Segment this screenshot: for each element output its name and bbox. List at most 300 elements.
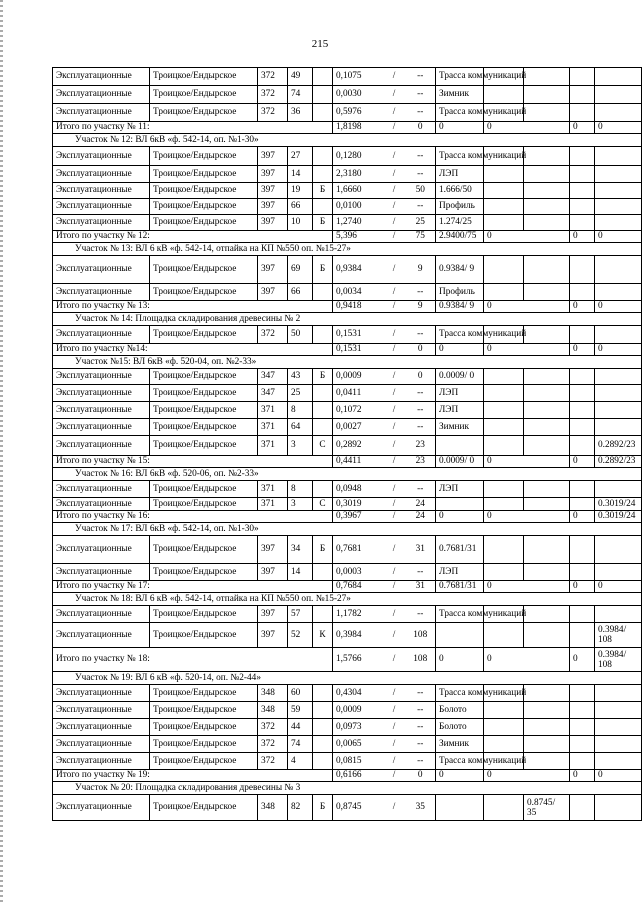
col12-cell (570, 719, 595, 736)
col11-cell (524, 284, 570, 301)
number-cell: -- (406, 147, 436, 166)
forestry-cell: Троицкое/Ендырское (150, 606, 258, 623)
separator-cell: / (383, 481, 406, 498)
code-cell: Б (313, 369, 333, 385)
col10-cell (484, 402, 524, 419)
quarter-cell: 371 (258, 402, 288, 419)
separator-cell: / (383, 536, 406, 564)
category-cell: Эксплуатационные (53, 685, 150, 702)
col11-cell (524, 402, 570, 419)
code-cell (313, 385, 333, 402)
separator-cell: / (383, 369, 406, 385)
col12-cell (570, 536, 595, 564)
number-cell: 24 (406, 498, 436, 511)
quarter-cell: 371 (258, 419, 288, 436)
parcel-cell: 34 (288, 536, 313, 564)
quarter-cell: 397 (258, 256, 288, 284)
area-cell: 0,0411 (333, 385, 383, 402)
area-cell: 1,6660 (333, 183, 383, 199)
table-row (53, 564, 642, 581)
col11-cell (524, 86, 570, 104)
col13-cell: 0 (595, 581, 642, 593)
area-cell: 0,7684 (333, 581, 383, 593)
number-cell: -- (406, 702, 436, 719)
parcel-cell: 49 (288, 68, 313, 86)
quarter-cell: 397 (258, 536, 288, 564)
separator-cell: / (383, 256, 406, 284)
col11-cell (524, 685, 570, 702)
parcel-cell: 43 (288, 369, 313, 385)
number-cell: -- (406, 326, 436, 344)
col10-cell (484, 481, 524, 498)
total-label: Итого по участку № 18: (53, 648, 333, 672)
category-cell: Эксплуатационные (53, 369, 150, 385)
code-cell (313, 284, 333, 301)
purpose-cell (436, 623, 484, 648)
quarter-cell: 372 (258, 753, 288, 770)
code-cell: Б (313, 256, 333, 284)
area-cell: 1,2740 (333, 215, 383, 231)
area-cell: 0,0030 (333, 86, 383, 104)
forestry-cell: Троицкое/Ендырское (150, 183, 258, 199)
forestry-cell: Троицкое/Ендырское (150, 402, 258, 419)
separator-cell: / (383, 215, 406, 231)
forestry-cell: Троицкое/Ендырское (150, 795, 258, 821)
parcel-cell: 44 (288, 719, 313, 736)
category-cell: Эксплуатационные (53, 481, 150, 498)
purpose-cell: 0.7681/31 (436, 536, 484, 564)
category-cell: Эксплуатационные (53, 606, 150, 623)
col12-cell (570, 68, 595, 86)
col13-cell: 0 (595, 122, 642, 134)
parcel-cell: 8 (288, 481, 313, 498)
forestry-cell: Троицкое/Ендырское (150, 166, 258, 183)
code-cell: К (313, 623, 333, 648)
col10-cell (484, 498, 524, 511)
parcel-cell: 64 (288, 419, 313, 436)
number-cell: -- (406, 685, 436, 702)
code-cell (313, 68, 333, 86)
col10-cell: 0 (484, 581, 570, 593)
separator-cell: / (383, 770, 406, 782)
separator-cell: / (383, 753, 406, 770)
quarter-cell: 397 (258, 166, 288, 183)
col10-cell: 0 (484, 231, 570, 243)
category-cell: Эксплуатационные (53, 753, 150, 770)
purpose-cell (436, 436, 484, 456)
col13-cell (595, 147, 642, 166)
col11-cell: 0.8745/ 35 (524, 795, 570, 821)
category-cell: Эксплуатационные (53, 795, 150, 821)
col9-cell: 0 (436, 648, 484, 672)
purpose-cell: ЛЭП (436, 481, 484, 498)
area-cell: 0,3019 (333, 498, 383, 511)
forestry-cell: Троицкое/Ендырское (150, 481, 258, 498)
col13-cell (595, 685, 642, 702)
number-cell: -- (406, 68, 436, 86)
table-row (53, 402, 642, 419)
separator-cell: / (383, 456, 406, 468)
col13-cell (595, 719, 642, 736)
code-cell (313, 147, 333, 166)
col13-cell (595, 606, 642, 623)
quarter-cell: 397 (258, 199, 288, 215)
category-cell: Эксплуатационные (53, 436, 150, 456)
area-cell: 0,0034 (333, 284, 383, 301)
number-cell: 108 (406, 648, 436, 672)
quarter-cell: 371 (258, 498, 288, 511)
separator-cell: / (383, 147, 406, 166)
area-cell: 0,0009 (333, 702, 383, 719)
total-label: Итого по участку №14: (53, 344, 333, 356)
col12-cell (570, 369, 595, 385)
area-cell: 0,5976 (333, 104, 383, 122)
code-cell (313, 166, 333, 183)
col13-cell (595, 215, 642, 231)
col9-cell: 2.9400/75 (436, 231, 484, 243)
col11-cell (524, 104, 570, 122)
parcel-cell: 36 (288, 104, 313, 122)
number-cell: -- (406, 166, 436, 183)
table-row (53, 256, 642, 284)
table-row (53, 166, 642, 183)
code-cell: Б (313, 183, 333, 199)
area-cell: 1,1782 (333, 606, 383, 623)
separator-cell: / (383, 685, 406, 702)
col10-cell (484, 166, 524, 183)
section-heading: Участок № 20: Площадка складирования древесины № 3 (53, 782, 642, 795)
code-cell (313, 736, 333, 753)
col12-cell (570, 199, 595, 215)
quarter-cell: 397 (258, 606, 288, 623)
table-row (53, 369, 642, 385)
number-cell: -- (406, 481, 436, 498)
forest-plots-table (52, 67, 642, 821)
code-cell: Б (313, 795, 333, 821)
table-row (53, 183, 642, 199)
quarter-cell: 372 (258, 719, 288, 736)
parcel-cell: 8 (288, 402, 313, 419)
col11-cell (524, 166, 570, 183)
col9-cell: 0 (436, 122, 484, 134)
parcel-cell: 25 (288, 385, 313, 402)
section-heading: Участок №15: ВЛ 6кВ «ф. 520-04, оп. №2-33» (53, 356, 642, 369)
col9-cell: 0.7681/31 (436, 581, 484, 593)
purpose-cell: Профиль (436, 199, 484, 215)
table-row (53, 753, 642, 770)
table-row (53, 385, 642, 402)
col13-cell (595, 795, 642, 821)
separator-cell: / (383, 511, 406, 523)
code-cell (313, 199, 333, 215)
col12-cell (570, 284, 595, 301)
parcel-cell: 59 (288, 702, 313, 719)
area-cell: 0,2892 (333, 436, 383, 456)
parcel-cell: 82 (288, 795, 313, 821)
table-row (53, 702, 642, 719)
separator-cell: / (383, 326, 406, 344)
quarter-cell: 372 (258, 86, 288, 104)
separator-cell: / (383, 581, 406, 593)
area-cell: 5,396 (333, 231, 383, 243)
quarter-cell: 397 (258, 215, 288, 231)
table-row (53, 606, 642, 623)
col12-cell: 0 (570, 511, 595, 523)
number-cell: -- (406, 753, 436, 770)
quarter-cell: 371 (258, 436, 288, 456)
code-cell: С (313, 436, 333, 456)
area-cell: 0,3967 (333, 511, 383, 523)
area-cell: 0,6166 (333, 770, 383, 782)
col10-cell: 0 (484, 511, 570, 523)
table-row (53, 536, 642, 564)
code-cell (313, 719, 333, 736)
col11-cell (524, 385, 570, 402)
separator-cell: / (383, 436, 406, 456)
number-cell: -- (406, 104, 436, 122)
forestry-cell: Троицкое/Ендырское (150, 256, 258, 284)
purpose-cell: 1.274/25 (436, 215, 484, 231)
purpose-cell: Трасса коммуникаций (436, 326, 484, 344)
category-cell: Эксплуатационные (53, 385, 150, 402)
col13-cell (595, 86, 642, 104)
number-cell: 23 (406, 436, 436, 456)
category-cell: Эксплуатационные (53, 536, 150, 564)
col11-cell (524, 606, 570, 623)
col13-cell: 0 (595, 344, 642, 356)
category-cell: Эксплуатационные (53, 498, 150, 511)
category-cell: Эксплуатационные (53, 86, 150, 104)
table-row (53, 719, 642, 736)
col12-cell: 0 (570, 231, 595, 243)
number-cell: -- (406, 606, 436, 623)
number-cell: 50 (406, 183, 436, 199)
total-label: Итого по участку № 16: (53, 511, 333, 523)
col12-cell (570, 419, 595, 436)
section-row (53, 356, 642, 369)
area-cell: 0,8745 (333, 795, 383, 821)
section-heading: Участок № 13: ВЛ 6 кВ «ф. 542-14, отпайка на КП №550 оп. №15-27» (53, 243, 642, 256)
total-row (53, 648, 642, 672)
number-cell: 9 (406, 301, 436, 313)
number-cell: 0 (406, 369, 436, 385)
quarter-cell: 372 (258, 326, 288, 344)
col10-cell: 0 (484, 344, 570, 356)
code-cell (313, 419, 333, 436)
total-row (53, 770, 642, 782)
col11-cell (524, 215, 570, 231)
purpose-cell: Трасса коммуникаций (436, 104, 484, 122)
col12-cell (570, 256, 595, 284)
area-cell: 1,8198 (333, 122, 383, 134)
category-cell: Эксплуатационные (53, 68, 150, 86)
col12-cell (570, 753, 595, 770)
category-cell: Эксплуатационные (53, 199, 150, 215)
parcel-cell: 3 (288, 498, 313, 511)
parcel-cell: 57 (288, 606, 313, 623)
parcel-cell: 66 (288, 199, 313, 215)
col9-cell: 0 (436, 770, 484, 782)
col12-cell (570, 498, 595, 511)
col10-cell: 0 (484, 770, 570, 782)
forestry-cell: Троицкое/Ендырское (150, 685, 258, 702)
area-cell: 0,0973 (333, 719, 383, 736)
purpose-cell: 0.9384/ 9 (436, 256, 484, 284)
quarter-cell: 372 (258, 68, 288, 86)
forestry-cell: Троицкое/Ендырское (150, 536, 258, 564)
quarter-cell: 347 (258, 385, 288, 402)
separator-cell: / (383, 122, 406, 134)
area-cell: 0,0065 (333, 736, 383, 753)
number-cell: 75 (406, 231, 436, 243)
purpose-cell: Трасса коммуникаций (436, 147, 484, 166)
parcel-cell: 19 (288, 183, 313, 199)
parcel-cell: 27 (288, 147, 313, 166)
total-row (53, 511, 642, 523)
col11-cell (524, 498, 570, 511)
col13-cell: 0 (595, 301, 642, 313)
col13-cell: 0.2892/23 (595, 456, 642, 468)
col13-cell (595, 402, 642, 419)
parcel-cell: 50 (288, 326, 313, 344)
section-row (53, 672, 642, 685)
parcel-cell: 14 (288, 564, 313, 581)
purpose-cell (436, 795, 484, 821)
number-cell: -- (406, 719, 436, 736)
col12-cell (570, 385, 595, 402)
area-cell: 0,0009 (333, 369, 383, 385)
col13-cell (595, 166, 642, 183)
table-row (53, 436, 642, 456)
total-row (53, 301, 642, 313)
area-cell: 0,0100 (333, 199, 383, 215)
separator-cell: / (383, 284, 406, 301)
quarter-cell: 371 (258, 481, 288, 498)
col12-cell (570, 436, 595, 456)
category-cell: Эксплуатационные (53, 256, 150, 284)
separator-cell: / (383, 736, 406, 753)
col13-cell (595, 702, 642, 719)
number-cell: 0 (406, 344, 436, 356)
number-cell: -- (406, 419, 436, 436)
separator-cell: / (383, 86, 406, 104)
quarter-cell: 397 (258, 147, 288, 166)
col13-cell (595, 183, 642, 199)
col13-cell: 0.3019/24 (595, 498, 642, 511)
page-number: 215 (311, 38, 329, 50)
col10-cell (484, 385, 524, 402)
purpose-cell: 0.0009/ 0 (436, 369, 484, 385)
forestry-cell: Троицкое/Ендырское (150, 419, 258, 436)
forestry-cell: Троицкое/Ендырское (150, 564, 258, 581)
col10-cell (484, 183, 524, 199)
table-row (53, 104, 642, 122)
category-cell: Эксплуатационные (53, 402, 150, 419)
col13-cell (595, 536, 642, 564)
separator-cell: / (383, 648, 406, 672)
number-cell: 31 (406, 581, 436, 593)
separator-cell: / (383, 795, 406, 821)
number-cell: 0 (406, 122, 436, 134)
code-cell (313, 685, 333, 702)
section-row (53, 782, 642, 795)
col12-cell: 0 (570, 770, 595, 782)
category-cell: Эксплуатационные (53, 215, 150, 231)
col11-cell (524, 199, 570, 215)
col10-cell: 0 (484, 301, 570, 313)
col10-cell (484, 623, 524, 648)
col10-cell (484, 256, 524, 284)
col10-cell (484, 436, 524, 456)
forestry-cell: Троицкое/Ендырское (150, 736, 258, 753)
col10-cell (484, 564, 524, 581)
col13-cell: 0.3984/ 108 (595, 623, 642, 648)
quarter-cell: 372 (258, 736, 288, 753)
col12-cell: 0 (570, 301, 595, 313)
purpose-cell: Зимник (436, 419, 484, 436)
total-row (53, 122, 642, 134)
code-cell (313, 326, 333, 344)
purpose-cell: ЛЭП (436, 402, 484, 419)
section-heading: Участок № 12: ВЛ 6кВ «ф. 542-14, оп. №1-30» (53, 134, 642, 147)
section-row (53, 468, 642, 481)
number-cell: -- (406, 284, 436, 301)
col13-cell: 0.2892/23 (595, 436, 642, 456)
col10-cell: 0 (484, 456, 570, 468)
col13-cell (595, 564, 642, 581)
area-cell: 0,4411 (333, 456, 383, 468)
number-cell: 0 (406, 770, 436, 782)
area-cell: 0,1075 (333, 68, 383, 86)
area-cell: 0,3984 (333, 623, 383, 648)
quarter-cell: 348 (258, 795, 288, 821)
table-row (53, 623, 642, 648)
col13-cell: 0.3984/ 108 (595, 648, 642, 672)
forestry-cell: Троицкое/Ендырское (150, 719, 258, 736)
forestry-cell: Троицкое/Ендырское (150, 68, 258, 86)
col11-cell (524, 147, 570, 166)
col11-cell (524, 436, 570, 456)
forestry-cell: Троицкое/Ендырское (150, 284, 258, 301)
category-cell: Эксплуатационные (53, 183, 150, 199)
purpose-cell: 1.666/50 (436, 183, 484, 199)
col10-cell (484, 702, 524, 719)
col11-cell (524, 419, 570, 436)
parcel-cell: 52 (288, 623, 313, 648)
col13-cell: 0 (595, 770, 642, 782)
forestry-cell: Троицкое/Ендырское (150, 199, 258, 215)
total-label: Итого по участку № 11: (53, 122, 333, 134)
table-row (53, 498, 642, 511)
forestry-cell: Троицкое/Ендырское (150, 215, 258, 231)
forest-plots-table-container (52, 67, 636, 821)
area-cell: 0,0003 (333, 564, 383, 581)
col12-cell (570, 104, 595, 122)
code-cell: Б (313, 215, 333, 231)
col13-cell (595, 385, 642, 402)
total-row (53, 581, 642, 593)
col11-cell (524, 719, 570, 736)
separator-cell: / (383, 199, 406, 215)
table-row (53, 284, 642, 301)
area-cell: 2,3180 (333, 166, 383, 183)
forestry-cell: Троицкое/Ендырское (150, 104, 258, 122)
purpose-cell: Трасса коммуникаций (436, 685, 484, 702)
area-cell: 0,0027 (333, 419, 383, 436)
forestry-cell: Троицкое/Ендырское (150, 326, 258, 344)
forestry-cell: Троицкое/Ендырское (150, 753, 258, 770)
col13-cell (595, 199, 642, 215)
